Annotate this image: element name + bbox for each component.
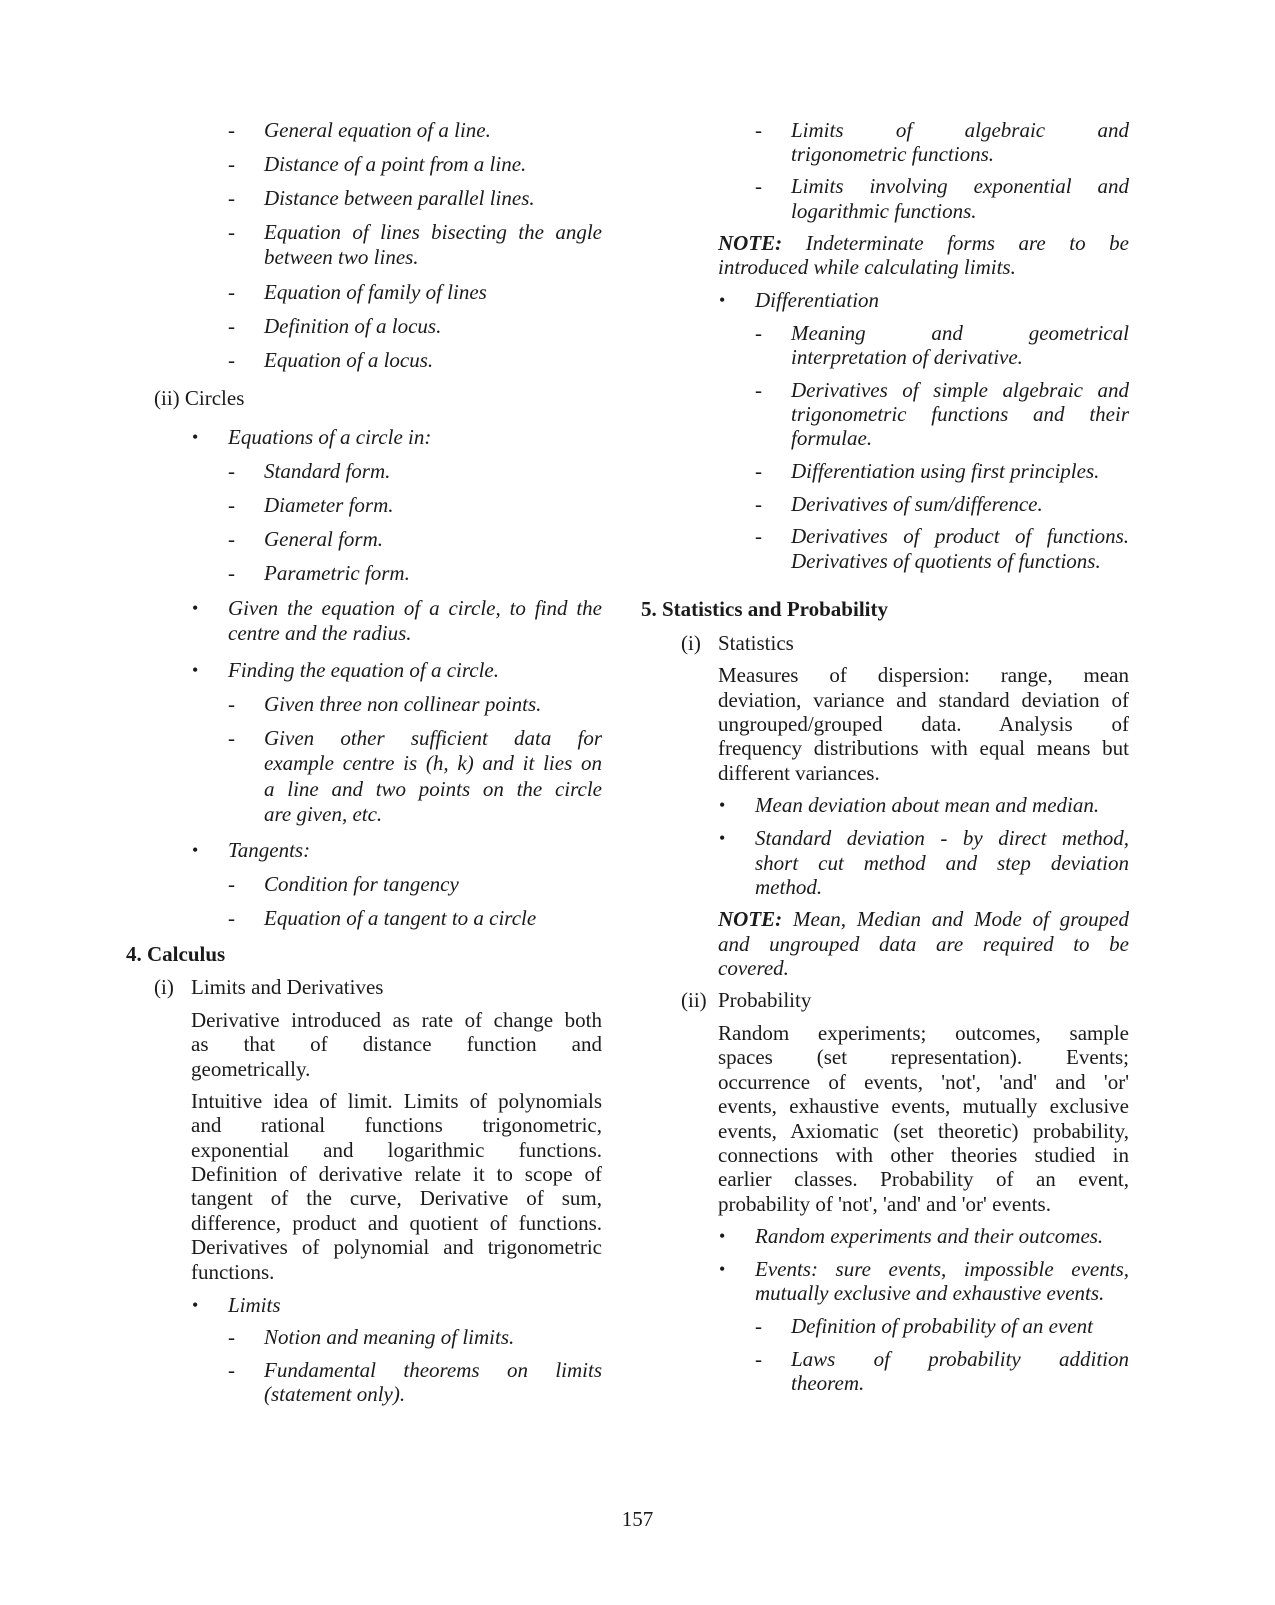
list-item: Standard form. [264,459,391,483]
bullet-marker: • [719,795,726,815]
bullet-item: Equations of a circle in: [228,425,432,449]
subsection-number: (ii) [681,988,707,1012]
list-item: Limits involving exponential and [791,174,1129,198]
paragraph-line: and rational functions trigonometric, [191,1113,602,1137]
dash-marker: - [228,1358,235,1382]
list-item-continued: are given, etc. [264,802,383,826]
list-item: Given other sufficient data for [264,726,602,750]
bullet-marker: • [192,840,199,860]
bullet-marker: • [719,1226,726,1246]
bullet-marker: • [192,660,199,680]
bullet-marker: • [192,1295,199,1315]
dash-marker: - [228,280,235,304]
list-item: Derivatives of product of functions. [791,524,1129,548]
dash-marker: - [228,314,235,338]
bullet-item-continued: centre and the radius. [228,621,412,645]
list-item-continued: trigonometric functions and their [791,402,1129,426]
subsection-number: (i) [681,631,701,655]
paragraph-line: Derivative introduced as rate of change both [191,1008,602,1032]
list-item-continued: logarithmic functions. [791,199,977,223]
bullet-item: Finding the equation of a circle. [228,658,500,682]
paragraph-line: as that of distance function and [191,1032,602,1056]
list-item: Distance of a point from a line. [264,152,527,176]
bullet-marker: • [719,290,726,310]
dash-marker: - [755,321,762,345]
list-item: Limits of algebraic and [791,118,1129,142]
note-line-continued: covered. [718,956,789,980]
dash-marker: - [228,493,235,517]
paragraph-line: Definition of derivative relate it to scope of [191,1162,602,1186]
dash-marker: - [755,524,762,548]
dash-marker: - [755,459,762,483]
dash-marker: - [228,220,235,244]
dash-marker: - [228,906,235,930]
paragraph-line: frequency distributions with equal means but [718,736,1129,760]
note-label: NOTE: [718,907,783,931]
subsection-number: (i) [154,975,174,999]
paragraph-line: tangent of the curve, Derivative of sum, [191,1186,602,1210]
list-item-continued: a line and two points on the circle [264,777,602,801]
dash-marker: - [228,561,235,585]
dash-marker: - [228,726,235,750]
list-item: Given three non collinear points. [264,692,542,716]
dash-marker: - [755,118,762,142]
list-item: Definition of a locus. [264,314,442,338]
bullet-marker: • [719,828,726,848]
bullet-marker: • [192,598,199,618]
note-text: Mean, Median and Mode of grouped [792,907,1130,931]
list-item: Laws of probability addition [791,1347,1129,1371]
subsection-heading: Probability [718,988,812,1012]
paragraph-line: geometrically. [191,1057,311,1081]
list-item-continued: interpretation of derivative. [791,345,1023,369]
bullet-item: Standard deviation - by direct method, [755,826,1129,850]
paragraph-line: difference, product and quotient of functions. [191,1211,602,1235]
paragraph-line: Intuitive idea of limit. Limits of polynomials [191,1089,602,1113]
dash-marker: - [228,1325,235,1349]
list-item: Equation of a tangent to a circle [264,906,537,930]
dash-marker: - [755,378,762,402]
bullet-item: Events: sure events, impossible events, [755,1257,1129,1281]
bullet-item: Differentiation [755,288,880,312]
list-item: Diameter form. [264,493,394,517]
list-item: Meaning and geometrical [791,321,1129,345]
paragraph-line: spaces (set representation). Events; [718,1045,1129,1069]
dash-marker: - [228,152,235,176]
paragraph-line: Measures of dispersion: range, mean [718,663,1129,687]
list-item-continued: trigonometric functions. [791,142,994,166]
list-item: General equation of a line. [264,118,491,142]
paragraph-line: different variances. [718,761,880,785]
list-item: Parametric form. [264,561,410,585]
list-item: Derivatives of sum/difference. [791,492,1043,516]
bullet-item: Mean deviation about mean and median. [755,793,1100,817]
dash-marker: - [228,527,235,551]
list-item-continued: (statement only). [264,1382,406,1406]
section-heading-calculus: 4. Calculus [126,942,226,966]
note-label: NOTE: [718,231,783,255]
paragraph-line: Derivatives of polynomial and trigonometric [191,1235,602,1259]
dash-marker: - [228,692,235,716]
dash-marker: - [755,1314,762,1338]
note-text: Indeterminate forms are to be [805,231,1129,255]
note-line-continued: introduced while calculating limits. [718,255,1016,279]
note-line-continued: and ungrouped data are required to be [718,932,1129,956]
dash-marker: - [228,118,235,142]
paragraph-line: probability of 'not', 'and' and 'or' events. [718,1192,1051,1216]
list-item: Differentiation using first principles. [791,459,1100,483]
subsection-heading: Statistics [718,631,794,655]
page-number: 157 [621,1507,654,1531]
list-item: General form. [264,527,383,551]
subsection-heading: Limits and Derivatives [191,975,384,999]
dash-marker: - [755,174,762,198]
list-item: Notion and meaning of limits. [264,1325,515,1349]
bullet-item-continued: method. [755,875,823,899]
dash-marker: - [228,186,235,210]
bullet-item: Given the equation of a circle, to find the [228,596,602,620]
list-item: Equation of lines bisecting the angle [264,220,602,244]
list-item-continued: Derivatives of quotients of functions. [791,549,1101,573]
bullet-marker: • [719,1259,726,1279]
paragraph-line: exponential and logarithmic functions. [191,1138,602,1162]
dash-marker: - [755,492,762,516]
list-item-continued: example centre is (h, k) and it lies on [264,751,602,775]
list-item: Distance between parallel lines. [264,186,535,210]
circles-heading: (ii) Circles [154,386,245,410]
list-item: Condition for tangency [264,872,459,896]
note-line [718,231,1129,256]
list-item-continued: between two lines. [264,245,419,269]
bullet-item-continued: short cut method and step deviation [755,851,1129,875]
list-item: Definition of probability of an event [791,1314,1093,1338]
list-item: Equation of family of lines [264,280,487,304]
dash-marker: - [228,872,235,896]
list-item-continued: theorem. [791,1371,865,1395]
list-item: Derivatives of simple algebraic and [791,378,1129,402]
paragraph-line: events, Axiomatic (set theoretic) probability, [718,1119,1129,1143]
bullet-item-continued: mutually exclusive and exhaustive events. [755,1281,1105,1305]
paragraph-line: deviation, variance and standard deviation of [718,688,1129,712]
note-line [718,907,1129,932]
paragraph-line: functions. [191,1260,275,1284]
dash-marker: - [228,459,235,483]
list-item: Equation of a locus. [264,348,434,372]
paragraph-line: Random experiments; outcomes, sample [718,1021,1129,1045]
bullet-marker: • [192,427,199,447]
paragraph-line: ungrouped/grouped data. Analysis of [718,712,1129,736]
paragraph-line: events, exhaustive events, mutually exclusive [718,1094,1129,1118]
list-item-continued: formulae. [791,426,873,450]
bullet-item: Tangents: [228,838,311,862]
paragraph-line: connections with other theories studied in [718,1143,1129,1167]
paragraph-line: earlier classes. Probability of an event, [718,1167,1129,1191]
dash-marker: - [755,1347,762,1371]
list-item: Fundamental theorems on limits [264,1358,602,1382]
bullet-item: Limits [228,1293,281,1317]
section-heading-statistics: 5. Statistics and Probability [641,597,888,621]
paragraph-line: occurrence of events, 'not', 'and' and 'or' [718,1070,1129,1094]
dash-marker: - [228,348,235,372]
bullet-item: Random experiments and their outcomes. [755,1224,1104,1248]
